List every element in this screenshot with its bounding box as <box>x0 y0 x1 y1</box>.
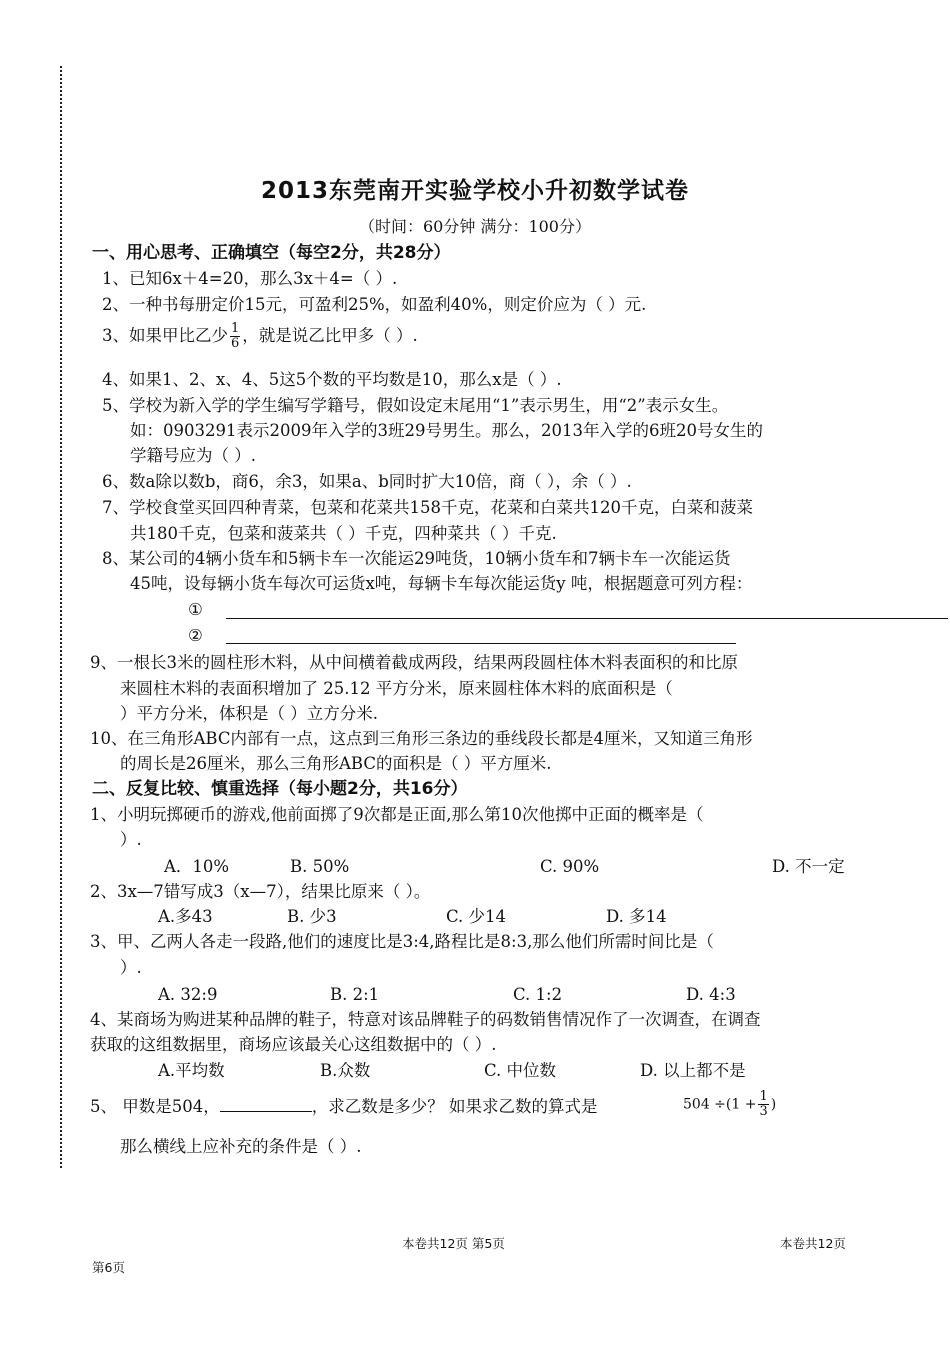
s2-q1-option-a: A．10% <box>164 857 230 876</box>
s2-q2-option-b: B. 少3 <box>287 907 337 926</box>
s2-q1-option-c: C. 90% <box>540 857 600 876</box>
s1-q3-post: ，就是说乙比甲多（ ）. <box>242 326 418 345</box>
s1-q8-eq2-marker: ② <box>188 626 203 645</box>
s2-q5-pre: 5、 甲数是504， <box>90 1097 220 1116</box>
s1-q6: 6、数a除以数b，商6，余3，如果a、b同时扩大10倍，商（ ），余（ ）. <box>102 472 632 491</box>
fraction-one-sixth <box>230 322 240 351</box>
s1-q9-line1: 9、一根长3米的圆柱形木料，从中间横着截成两段，结果两段圆柱体木料表面积的和比原 <box>90 653 738 672</box>
exam-info: （时间：60分钟 满分：100分） <box>359 217 591 236</box>
s2-q1-line1: 1、小明玩掷硬币的游戏,他前面掷了9次都是正面,那么第10次他掷中正面的概率是（ <box>90 805 704 824</box>
s1-q8-line1: 8、某公司的4辆小货车和5辆卡车一次能运29吨货，10辆小货车和7辆卡车一次能运货 <box>102 549 731 568</box>
footer-right: 本卷共12页 <box>780 1236 846 1251</box>
s2-q4-option-d: D. 以上都不是 <box>640 1061 746 1080</box>
formula-pre: 504 ÷(1 + <box>683 1096 757 1113</box>
s1-q7-line1: 7、学校食堂买回四种青菜，包菜和花菜共158千克，花菜和白菜共120千克，白菜和菠菜 <box>102 498 753 517</box>
s2-q2: 2、3x—7错写成3（x—7），结果比原来（ ）。 <box>90 882 431 901</box>
s2-q1-option-d: D. 不一定 <box>772 857 845 876</box>
s1-q5-line1: 5、学校为新入学的学生编写学籍号，假如设定末尾用“1”表示男生，用“2”表示女生。 <box>102 396 729 415</box>
s2-q3-line2: ）. <box>120 958 142 977</box>
s2-q5-line2: 那么横线上应补充的条件是（ ）. <box>120 1137 362 1156</box>
footer-left: 第6页 <box>92 1260 125 1275</box>
s2-q2-option-d: D. 多14 <box>606 907 667 926</box>
s1-q9-line3: ）平方分米，体积是（ ）立方分米. <box>120 704 378 723</box>
fraction-numerator: 1 <box>231 321 240 336</box>
s1-q10-line2: 的周长是26厘米，那么三角形ABC的面积是（ ）平方厘米. <box>120 754 552 773</box>
answer-line-eq2[interactable] <box>226 643 736 644</box>
s2-q4-line2: 获取的这组数据里，商场应该最关心这组数据中的（ ）. <box>90 1035 497 1054</box>
section1-heading: 一、用心思考、正确填空（每空2分，共28分） <box>92 243 451 263</box>
fraction-denominator: 6 <box>231 336 240 351</box>
s1-q5-line2: 如：0903291表示2009年入学的3班29号男生。那么，2013年入学的6班20号女生的 <box>130 421 763 440</box>
page-title: 2013东莞南开实验学校小升初数学试卷 <box>260 178 689 204</box>
s1-q9-line2: 来圆柱木料的表面积增加了 25.12 平方分米，原来圆柱体木料的底面积是（ <box>120 679 673 698</box>
s1-q4: 4、如果1、2、x、4、5这5个数的平均数是10，那么x是（ ）. <box>102 370 562 389</box>
s1-q1: 1、已知6x＋4=20，那么3x＋4=（ ）. <box>102 269 398 288</box>
s2-q3-option-b: B. 2:1 <box>330 985 380 1004</box>
s1-q10-line1: 10、在三角形ABC内部有一点，这点到三角形三条边的垂线段长都是4厘米，又知道三角形 <box>90 729 753 748</box>
s2-q3-line1: 3、甲、乙两人各走一段路,他们的速度比是3:4,路程比是8:3,那么他们所需时间比是（ <box>90 932 714 951</box>
s2-q4-line1: 4、某商场为购进某种品牌的鞋子，特意对该品牌鞋子的码数销售情况作了一次调查，在调查 <box>90 1010 761 1029</box>
s1-q7-line2: 共180千克，包菜和菠菜共（ ）千克，四种菜共（ ）千克. <box>130 524 557 543</box>
s2-q4-option-c: C. 中位数 <box>484 1061 557 1080</box>
s2-q3-option-c: C. 1:2 <box>513 985 563 1004</box>
s2-q3-option-a: A. 32:9 <box>158 985 218 1004</box>
s2-q3-option-d: D. 4:3 <box>686 985 736 1004</box>
formula-post: ) <box>770 1096 777 1113</box>
s2-q1-option-b: B. 50% <box>290 857 350 876</box>
s2-q5-formula <box>683 1090 776 1119</box>
s2-q5-line1 <box>90 1096 598 1118</box>
s1-q8-line2: 45吨，设每辆小货车每次可运货x吨，每辆卡车每次能运货y 吨，根据题意可列方程： <box>130 574 753 593</box>
fill-in-blank[interactable] <box>220 1097 312 1112</box>
fraction-one-third <box>758 1090 768 1119</box>
s1-q3 <box>102 322 418 351</box>
s2-q5-mid: ，求乙数是多少？ 如果求乙数的算式是 <box>311 1097 598 1116</box>
s1-q8-eq1-marker: ① <box>188 600 203 619</box>
s2-q4-option-b: B.众数 <box>320 1061 371 1080</box>
fraction-numerator: 1 <box>759 1089 768 1104</box>
s2-q4-option-a: A.平均数 <box>158 1061 225 1080</box>
footer-center: 本卷共12页 第5页 <box>402 1236 505 1251</box>
s2-q1-line2: ）. <box>120 830 142 849</box>
s1-q3-pre: 3、如果甲比乙少 <box>102 326 228 345</box>
s1-q5-line3: 学籍号应为（ ）. <box>130 446 256 465</box>
answer-line-eq1[interactable] <box>226 618 948 619</box>
fraction-denominator: 3 <box>759 1104 768 1119</box>
section2-heading: 二、反复比较、慎重选择（每小题2分，共16分） <box>92 779 468 799</box>
s2-q2-option-a: A.多43 <box>158 907 213 926</box>
s2-q2-option-c: C. 少14 <box>446 907 507 926</box>
s1-q2: 2、一种书每册定价15元，可盈利25%，如盈利40%，则定价应为（ ）元. <box>102 295 647 314</box>
